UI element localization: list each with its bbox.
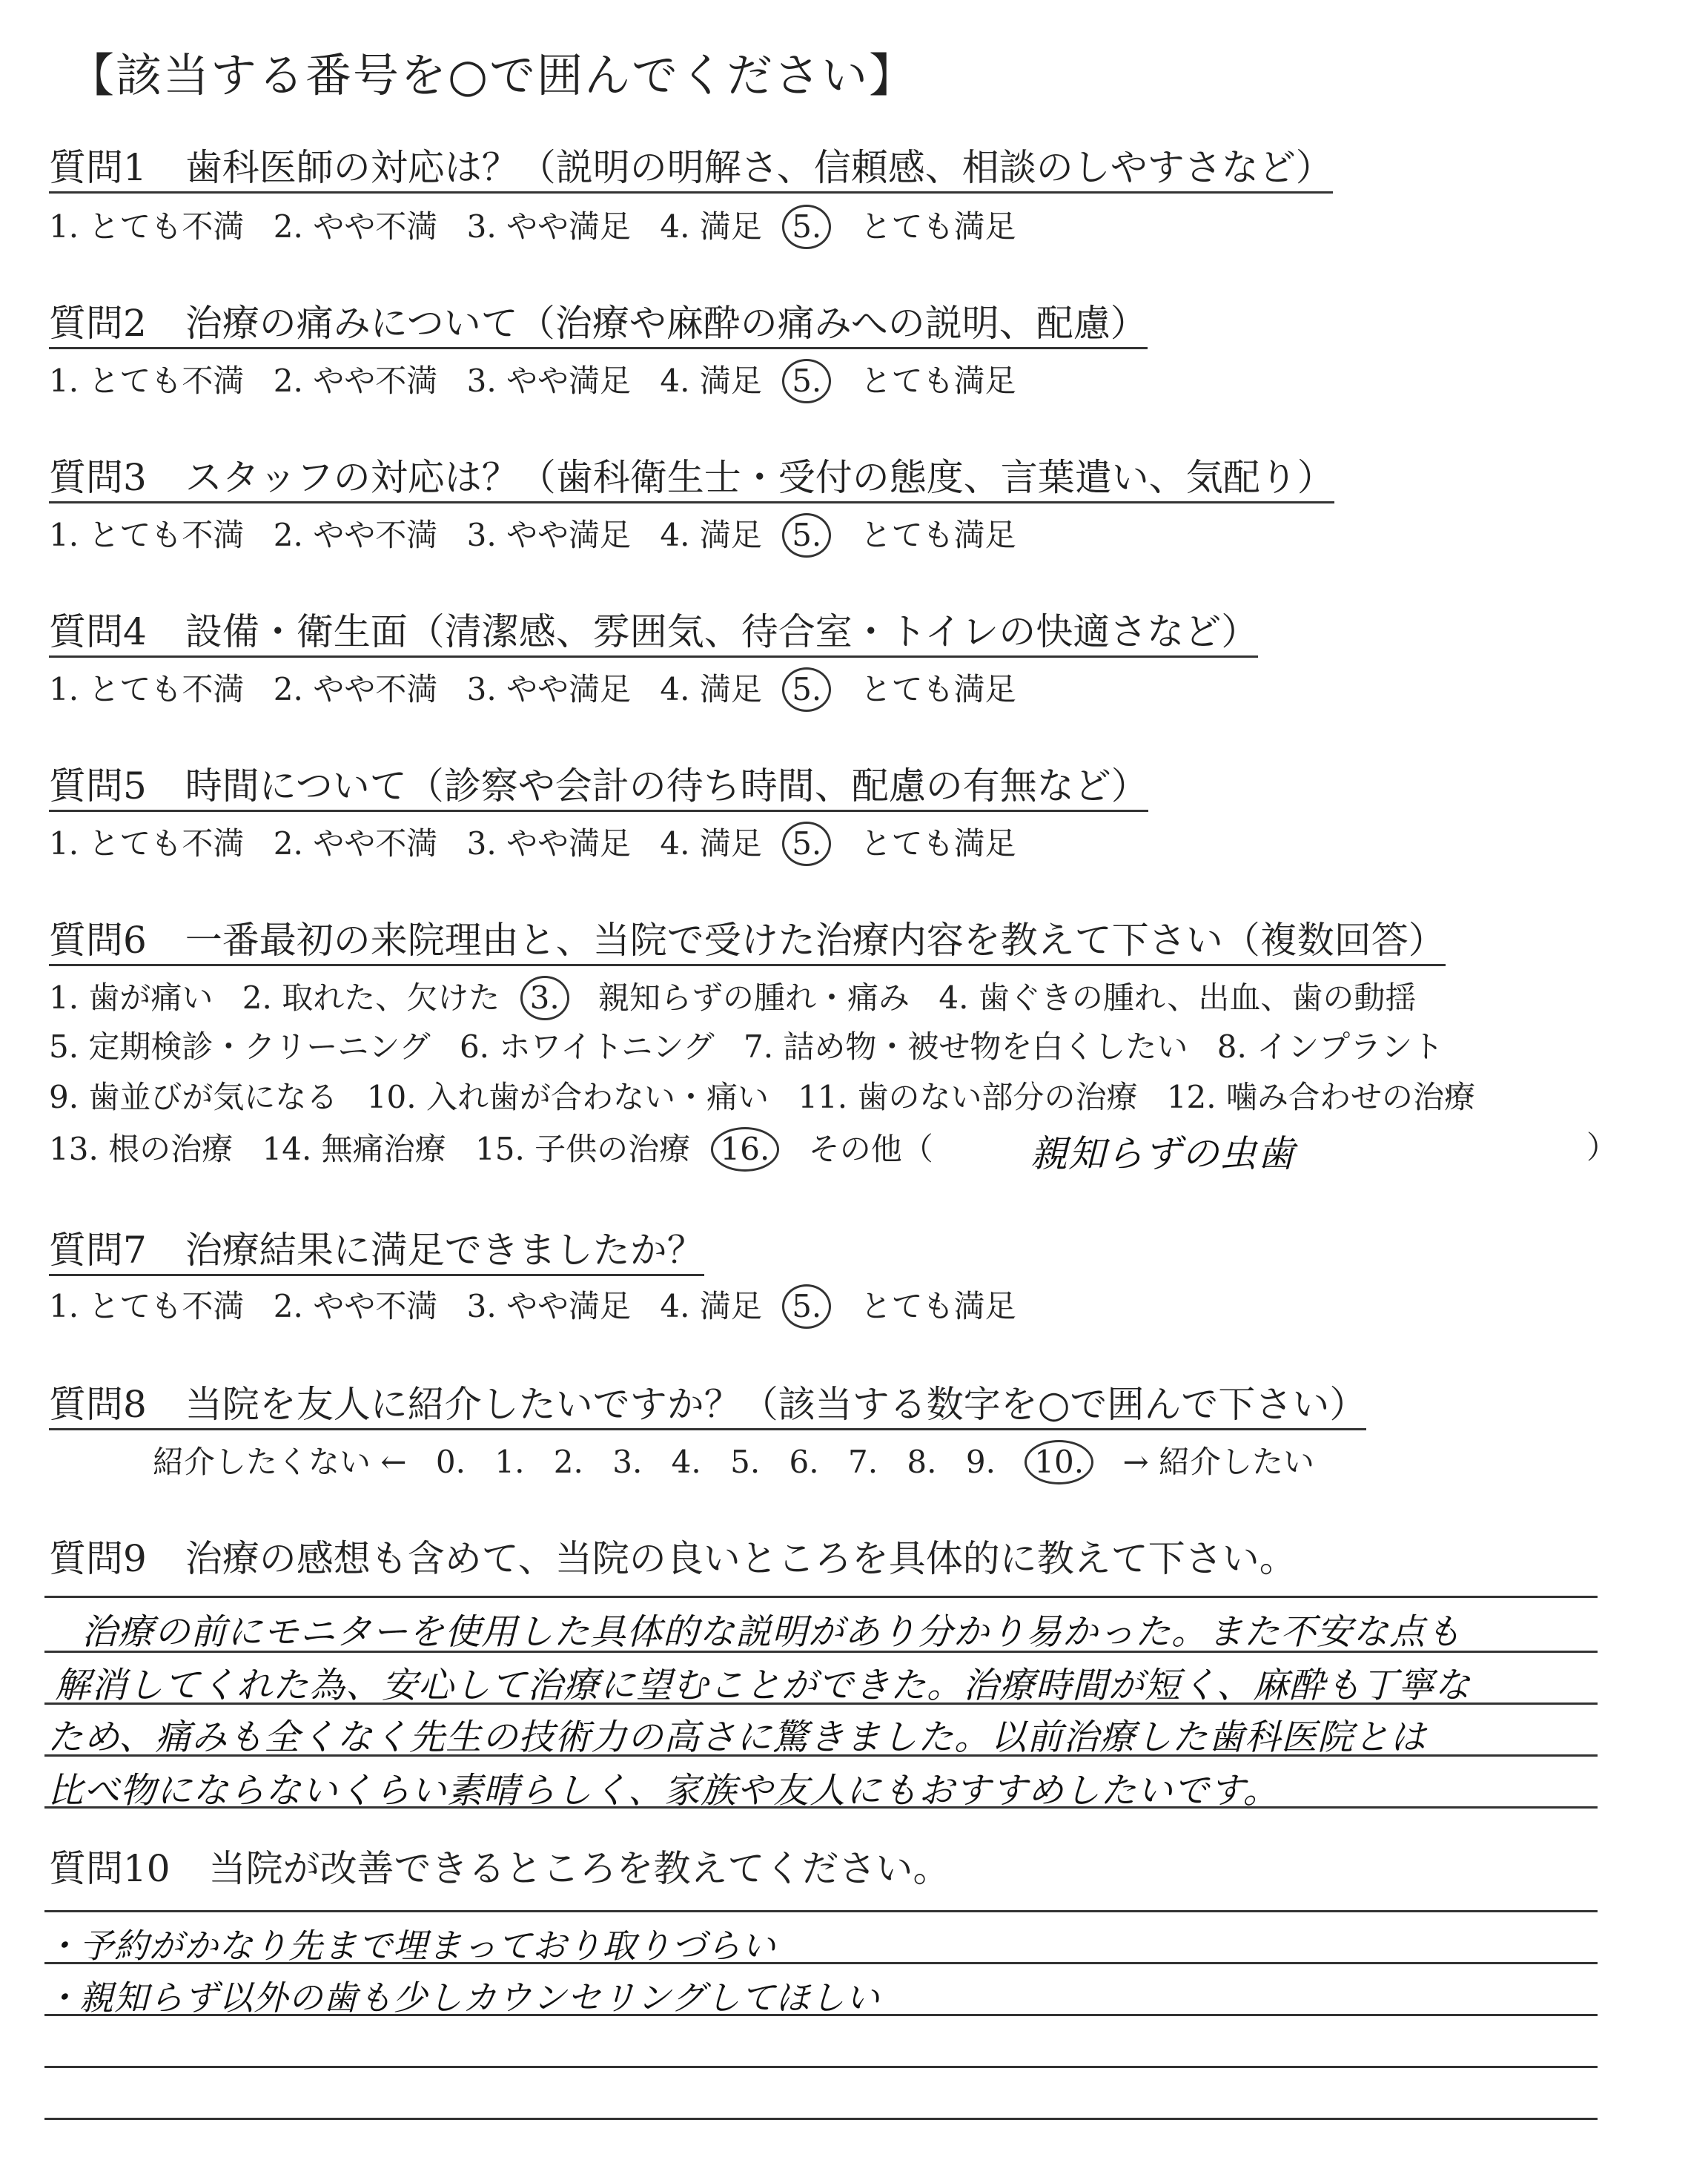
scale-1[interactable]: 1. bbox=[494, 1444, 525, 1480]
option-2[interactable]: 2. やや不満 bbox=[273, 825, 438, 862]
option-3[interactable]: 3. やや満足 bbox=[466, 517, 632, 553]
question-1-label: 質問1 bbox=[49, 146, 147, 189]
question-3-label: 質問3 bbox=[49, 456, 147, 499]
q6-other-handwritten[interactable]: 親知らずの虫歯 bbox=[1030, 1132, 1295, 1175]
option-2[interactable]: 2. やや不満 bbox=[273, 363, 438, 399]
question-10-text: 当院が改善できるところを教えてください。 bbox=[208, 1847, 950, 1890]
option-5-selected[interactable]: 5. bbox=[782, 667, 831, 712]
question-3-options bbox=[49, 513, 1036, 558]
question-6-row-2 bbox=[49, 1026, 1463, 1068]
q6-option-12[interactable]: 12. 噛み合わせの治療 bbox=[1166, 1079, 1475, 1115]
question-4-label: 質問4 bbox=[49, 610, 147, 653]
question-10 bbox=[49, 1846, 950, 1891]
option-2[interactable]: 2. やや不満 bbox=[273, 208, 438, 245]
option-5-label: とても満足 bbox=[860, 1288, 1016, 1324]
question-7 bbox=[49, 1228, 704, 1276]
q6-option-6[interactable]: 6. ホワイトニング bbox=[459, 1028, 715, 1065]
option-5-selected[interactable]: 5. bbox=[782, 822, 831, 866]
option-1[interactable]: 1. とても不満 bbox=[49, 208, 245, 245]
scale-right-label: → 紹介したい bbox=[1122, 1444, 1314, 1480]
option-4[interactable]: 4. 満足 bbox=[660, 208, 762, 245]
q6-option-14[interactable]: 14. 無痛治療 bbox=[262, 1131, 446, 1167]
question-1 bbox=[49, 145, 1333, 194]
q6-other-label: その他（ bbox=[808, 1131, 933, 1167]
question-5 bbox=[49, 764, 1148, 812]
option-3[interactable]: 3. やや満足 bbox=[466, 671, 632, 707]
option-4[interactable]: 4. 満足 bbox=[660, 671, 762, 707]
question-4-text: 設備・衛生面（清潔感、雰囲気、待合室・トイレの快適さなど） bbox=[185, 610, 1259, 653]
option-5-label: とても満足 bbox=[860, 517, 1016, 553]
q10-line-5 bbox=[44, 2118, 1598, 2120]
q10-answer-line-1[interactable]: ・予約がかなり先まで埋まっており取りづらい bbox=[44, 1926, 776, 1966]
option-4[interactable]: 4. 満足 bbox=[660, 825, 762, 862]
question-2-text: 治療の痛みについて（治療や麻酔の痛みへの説明、配慮） bbox=[185, 302, 1148, 345]
q6-other-close-paren: ） bbox=[1586, 1129, 1618, 1166]
question-8 bbox=[49, 1382, 1366, 1430]
q6-option-8[interactable]: 8. インプラント bbox=[1217, 1028, 1444, 1065]
question-5-label: 質問5 bbox=[49, 764, 147, 807]
scale-6[interactable]: 6. bbox=[789, 1444, 819, 1480]
question-1-text: 歯科医師の対応は？（説明の明解さ、信頼感、相談のしやすさなど） bbox=[185, 146, 1333, 189]
q6-option-1[interactable]: 1. 歯が痛い bbox=[49, 980, 214, 1016]
option-5-selected[interactable]: 5. bbox=[782, 359, 831, 403]
question-6-row-1 bbox=[49, 976, 1435, 1020]
option-4[interactable]: 4. 満足 bbox=[660, 1288, 762, 1324]
scale-2[interactable]: 2. bbox=[553, 1444, 583, 1480]
question-1-options bbox=[49, 205, 1036, 249]
option-2[interactable]: 2. やや不満 bbox=[273, 1288, 438, 1324]
q6-option-3-label: 親知らずの腫れ・痛み bbox=[598, 980, 910, 1016]
q6-option-3-selected[interactable]: 3. bbox=[520, 976, 569, 1020]
scale-5[interactable]: 5. bbox=[730, 1444, 761, 1480]
q9-answer-line-1[interactable]: 治療の前にモニターを使用した具体的な説明があり分かり易かった。また不安な点も bbox=[82, 1611, 1463, 1653]
q9-answer-line-3[interactable]: ため、痛みも全くなく先生の技術力の高さに驚きました。以前治療した歯科医院とは bbox=[47, 1717, 1427, 1758]
option-5-label: とても満足 bbox=[860, 208, 1016, 245]
q6-option-10[interactable]: 10. 入れ歯が合わない・痛い bbox=[366, 1079, 769, 1115]
option-5-selected[interactable]: 5. bbox=[782, 1284, 831, 1329]
question-6 bbox=[49, 918, 1446, 966]
question-8-text: 当院を友人に紹介したいですか？（該当する数字を○で囲んで下さい） bbox=[185, 1383, 1367, 1426]
q6-option-11[interactable]: 11. 歯のない部分の治療 bbox=[798, 1079, 1138, 1115]
question-7-label: 質問7 bbox=[49, 1229, 147, 1272]
question-6-text: 一番最初の来院理由と、当院で受けた治療内容を教えて下さい（複数回答） bbox=[185, 919, 1446, 962]
option-5-label: とても満足 bbox=[860, 825, 1016, 862]
question-9 bbox=[49, 1536, 1297, 1581]
question-5-text: 時間について（診察や会計の待ち時間、配慮の有無など） bbox=[185, 764, 1148, 807]
q6-option-7[interactable]: 7. 詰め物・被せ物を白くしたい bbox=[743, 1028, 1188, 1065]
question-6-row-3 bbox=[49, 1077, 1494, 1118]
q6-option-15[interactable]: 15. 子供の治療 bbox=[475, 1131, 691, 1167]
option-1[interactable]: 1. とても不満 bbox=[49, 363, 245, 399]
question-4-options bbox=[49, 667, 1036, 712]
page-title: 【該当する番号を○で囲んでください】 bbox=[68, 48, 917, 102]
q6-option-16-selected[interactable]: 16. bbox=[711, 1127, 780, 1172]
question-2 bbox=[49, 301, 1148, 349]
option-1[interactable]: 1. とても不満 bbox=[49, 671, 245, 707]
scale-7[interactable]: 7. bbox=[847, 1444, 878, 1480]
q6-option-9[interactable]: 9. 歯並びが気になる bbox=[49, 1079, 338, 1115]
q6-option-2[interactable]: 2. 取れた、欠けた bbox=[242, 980, 500, 1016]
option-1[interactable]: 1. とても不満 bbox=[49, 825, 245, 862]
scale-8[interactable]: 8. bbox=[907, 1444, 937, 1480]
option-3[interactable]: 3. やや満足 bbox=[466, 825, 632, 862]
q9-answer-line-4[interactable]: 比べ物にならないくらい素晴らしく、家族や友人にもおすすめしたいです。 bbox=[47, 1770, 1280, 1811]
question-6-row-4 bbox=[49, 1127, 953, 1172]
question-7-text: 治療結果に満足できましたか？ bbox=[185, 1229, 704, 1272]
question-8-label: 質問8 bbox=[49, 1383, 147, 1426]
question-4 bbox=[49, 610, 1258, 658]
scale-3[interactable]: 3. bbox=[612, 1444, 643, 1480]
question-3 bbox=[49, 455, 1334, 503]
question-2-label: 質問2 bbox=[49, 302, 147, 345]
option-5-label: とても満足 bbox=[860, 363, 1016, 399]
option-3[interactable]: 3. やや満足 bbox=[466, 1288, 632, 1324]
q9-line-1 bbox=[44, 1596, 1598, 1598]
question-9-label: 質問9 bbox=[49, 1537, 147, 1580]
q10-line-4 bbox=[44, 2066, 1598, 2068]
question-8-scale bbox=[153, 1440, 1334, 1484]
question-9-text: 治療の感想も含めて、当院の良いところを具体的に教えて下さい。 bbox=[185, 1537, 1297, 1580]
question-7-options bbox=[49, 1284, 1036, 1329]
scale-left-label: 紹介したくない ← bbox=[153, 1444, 407, 1480]
question-10-label: 質問10 bbox=[49, 1847, 171, 1890]
option-3[interactable]: 3. やや満足 bbox=[466, 363, 632, 399]
q10-answer-line-2[interactable]: ・親知らず以外の歯も少しカウンセリングしてほしい bbox=[44, 1978, 881, 2018]
scale-0[interactable]: 0. bbox=[435, 1444, 466, 1480]
option-4[interactable]: 4. 満足 bbox=[660, 363, 762, 399]
option-5-selected[interactable]: 5. bbox=[782, 513, 831, 558]
option-5-selected[interactable]: 5. bbox=[782, 205, 831, 249]
q6-option-5[interactable]: 5. 定期検診・クリーニング bbox=[49, 1028, 431, 1065]
option-4[interactable]: 4. 満足 bbox=[660, 517, 762, 553]
q10-line-1 bbox=[44, 1910, 1598, 1912]
scale-10-selected[interactable]: 10. bbox=[1025, 1440, 1093, 1484]
scale-9[interactable]: 9. bbox=[965, 1444, 996, 1480]
scale-4[interactable]: 4. bbox=[671, 1444, 701, 1480]
option-2[interactable]: 2. やや不満 bbox=[273, 671, 438, 707]
question-6-label: 質問6 bbox=[49, 919, 147, 962]
option-1[interactable]: 1. とても不満 bbox=[49, 1288, 245, 1324]
option-5-label: とても満足 bbox=[860, 671, 1016, 707]
option-3[interactable]: 3. やや満足 bbox=[466, 208, 632, 245]
q6-option-4[interactable]: 4. 歯ぐきの腫れ、出血、歯の動揺 bbox=[939, 980, 1417, 1016]
q9-answer-line-2[interactable]: 解消してくれた為、安心して治療に望むことができた。治療時間が短く、麻酔も丁寧な bbox=[55, 1665, 1472, 1706]
option-1[interactable]: 1. とても不満 bbox=[49, 517, 245, 553]
q6-option-13[interactable]: 13. 根の治療 bbox=[49, 1131, 234, 1167]
question-2-options bbox=[49, 359, 1036, 403]
option-2[interactable]: 2. やや不満 bbox=[273, 517, 438, 553]
question-5-options bbox=[49, 822, 1036, 866]
question-3-text: スタッフの対応は？（歯科衛生士・受付の態度、言葉遣い、気配り） bbox=[185, 456, 1334, 499]
